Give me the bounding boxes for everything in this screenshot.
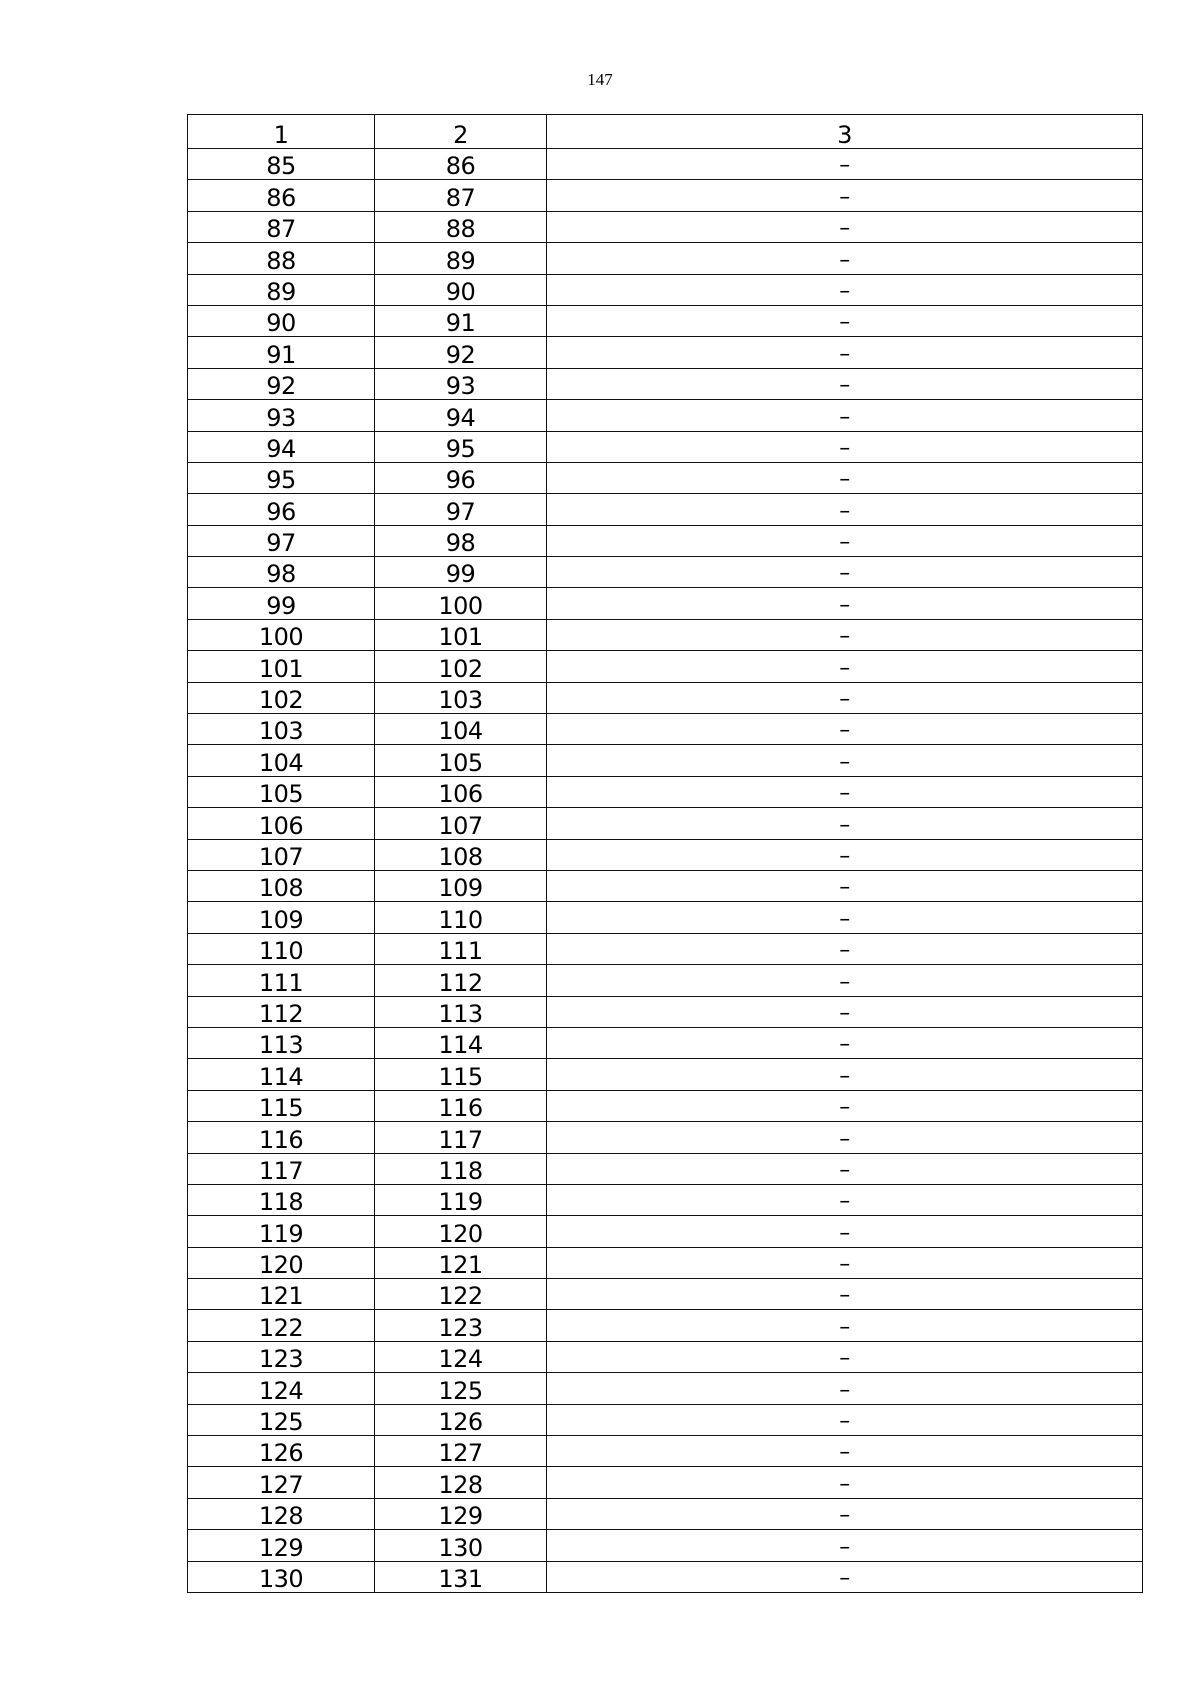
table-cell-col-1: 104 xyxy=(188,745,375,776)
header-row xyxy=(188,115,1143,149)
table-row xyxy=(188,902,1143,933)
table-cell-col-1: 93 xyxy=(188,400,375,431)
table-cell-col-1: 111 xyxy=(188,965,375,996)
table-cell-col-3: – xyxy=(547,808,1143,839)
table-cell-col-1: 115 xyxy=(188,1090,375,1121)
table-cell-col-3: – xyxy=(547,1059,1143,1090)
table-row xyxy=(188,1341,1143,1372)
table-cell-col-3: – xyxy=(547,400,1143,431)
table-cell-col-2: 99 xyxy=(375,557,547,588)
table-cell-col-3: – xyxy=(547,1341,1143,1372)
table-cell-col-1: 112 xyxy=(188,996,375,1027)
table-cell-col-1: 119 xyxy=(188,1216,375,1247)
table-row xyxy=(188,1310,1143,1341)
table-row xyxy=(188,211,1143,242)
table-cell-col-3: – xyxy=(547,1027,1143,1058)
table-row xyxy=(188,839,1143,870)
table-row xyxy=(188,149,1143,180)
table-cell-col-3: – xyxy=(547,776,1143,807)
table-header xyxy=(188,115,1143,149)
table-cell-col-3: – xyxy=(547,243,1143,274)
table-row xyxy=(188,462,1143,493)
table-cell-col-2: 118 xyxy=(375,1153,547,1184)
table-cell-col-1: 129 xyxy=(188,1530,375,1561)
table-cell-col-2: 128 xyxy=(375,1467,547,1498)
page-number: 147 xyxy=(587,70,613,89)
table-cell-col-3: – xyxy=(547,933,1143,964)
table-cell-col-1: 109 xyxy=(188,902,375,933)
table-cell-col-2: 86 xyxy=(375,149,547,180)
table-row xyxy=(188,682,1143,713)
table-row xyxy=(188,431,1143,462)
table-cell-col-1: 86 xyxy=(188,180,375,211)
table-cell-col-2: 87 xyxy=(375,180,547,211)
table-cell-col-3: – xyxy=(547,870,1143,901)
table-cell-col-1: 118 xyxy=(188,1184,375,1215)
table-cell-col-1: 114 xyxy=(188,1059,375,1090)
table-cell-col-2: 107 xyxy=(375,808,547,839)
table-cell-col-3: – xyxy=(547,1467,1143,1498)
table-cell-col-1: 90 xyxy=(188,305,375,336)
table-cell-col-2: 131 xyxy=(375,1561,547,1592)
table-row xyxy=(188,1373,1143,1404)
table-cell-col-3: – xyxy=(547,714,1143,745)
table-cell-col-1: 125 xyxy=(188,1404,375,1435)
table-cell-col-3: – xyxy=(547,1404,1143,1435)
table-cell-col-3: – xyxy=(547,839,1143,870)
table-cell-col-3: – xyxy=(547,1122,1143,1153)
column-header-3: 3 xyxy=(547,115,1143,149)
table-row xyxy=(188,180,1143,211)
table-cell-col-2: 119 xyxy=(375,1184,547,1215)
table-cell-col-3: – xyxy=(547,902,1143,933)
table-cell-col-2: 105 xyxy=(375,745,547,776)
table-cell-col-1: 123 xyxy=(188,1341,375,1372)
table-cell-col-3: – xyxy=(547,1561,1143,1592)
table-cell-col-1: 89 xyxy=(188,274,375,305)
table-cell-col-3: – xyxy=(547,1153,1143,1184)
table-cell-col-2: 109 xyxy=(375,870,547,901)
table-cell-col-1: 110 xyxy=(188,933,375,964)
table-cell-col-1: 117 xyxy=(188,1153,375,1184)
table-row xyxy=(188,557,1143,588)
table-cell-col-2: 104 xyxy=(375,714,547,745)
table-cell-col-1: 122 xyxy=(188,1310,375,1341)
table-cell-col-1: 85 xyxy=(188,149,375,180)
table-cell-col-2: 110 xyxy=(375,902,547,933)
table-cell-col-1: 95 xyxy=(188,462,375,493)
table-row xyxy=(188,1184,1143,1215)
table-cell-col-1: 88 xyxy=(188,243,375,274)
table-cell-col-3: – xyxy=(547,619,1143,650)
table-cell-col-3: – xyxy=(547,274,1143,305)
table-row xyxy=(188,1216,1143,1247)
table-cell-col-2: 115 xyxy=(375,1059,547,1090)
table-cell-col-3: – xyxy=(547,494,1143,525)
table-row xyxy=(188,714,1143,745)
table-row xyxy=(188,1279,1143,1310)
table-cell-col-3: – xyxy=(547,462,1143,493)
table-cell-col-2: 130 xyxy=(375,1530,547,1561)
table-cell-col-3: – xyxy=(547,745,1143,776)
column-header-2: 2 xyxy=(375,115,547,149)
table-cell-col-2: 92 xyxy=(375,337,547,368)
table-cell-col-1: 113 xyxy=(188,1027,375,1058)
table-cell-col-2: 111 xyxy=(375,933,547,964)
table-cell-col-1: 127 xyxy=(188,1467,375,1498)
table-cell-col-1: 126 xyxy=(188,1436,375,1467)
table-cell-col-2: 94 xyxy=(375,400,547,431)
table-row xyxy=(188,870,1143,901)
table-cell-col-3: – xyxy=(547,588,1143,619)
table-cell-col-2: 117 xyxy=(375,1122,547,1153)
table-cell-col-1: 92 xyxy=(188,368,375,399)
table-cell-col-3: – xyxy=(547,180,1143,211)
table-row xyxy=(188,1467,1143,1498)
table-cell-col-2: 112 xyxy=(375,965,547,996)
table-row xyxy=(188,1153,1143,1184)
table-cell-col-3: – xyxy=(547,557,1143,588)
table-cell-col-1: 121 xyxy=(188,1279,375,1310)
table-cell-col-3: – xyxy=(547,1184,1143,1215)
table-cell-col-3: – xyxy=(547,1530,1143,1561)
table-cell-col-2: 89 xyxy=(375,243,547,274)
table-cell-col-1: 106 xyxy=(188,808,375,839)
table-cell-col-3: – xyxy=(547,1279,1143,1310)
table-row xyxy=(188,1090,1143,1121)
table-cell-col-2: 125 xyxy=(375,1373,547,1404)
table-row xyxy=(188,965,1143,996)
table-cell-col-1: 96 xyxy=(188,494,375,525)
table-row xyxy=(188,337,1143,368)
table-cell-col-2: 103 xyxy=(375,682,547,713)
table-row xyxy=(188,1059,1143,1090)
table-cell-col-1: 108 xyxy=(188,870,375,901)
table-cell-col-3: – xyxy=(547,149,1143,180)
table-cell-col-3: – xyxy=(547,305,1143,336)
data-table xyxy=(187,114,1143,1593)
table-cell-col-3: – xyxy=(547,1216,1143,1247)
table-cell-col-2: 102 xyxy=(375,651,547,682)
table-cell-col-1: 97 xyxy=(188,525,375,556)
table-row xyxy=(188,525,1143,556)
table-cell-col-2: 116 xyxy=(375,1090,547,1121)
table-row xyxy=(188,651,1143,682)
table-row xyxy=(188,996,1143,1027)
table-cell-col-1: 91 xyxy=(188,337,375,368)
table-cell-col-1: 130 xyxy=(188,1561,375,1592)
table-row xyxy=(188,305,1143,336)
table-cell-col-3: – xyxy=(547,1247,1143,1278)
table-row xyxy=(188,243,1143,274)
table-cell-col-3: – xyxy=(547,431,1143,462)
table-cell-col-2: 88 xyxy=(375,211,547,242)
table-row xyxy=(188,1404,1143,1435)
table-row xyxy=(188,1436,1143,1467)
table-cell-col-3: – xyxy=(547,211,1143,242)
table-body xyxy=(188,149,1143,1593)
table-cell-col-1: 98 xyxy=(188,557,375,588)
table-cell-col-2: 101 xyxy=(375,619,547,650)
table-cell-col-1: 124 xyxy=(188,1373,375,1404)
table-cell-col-2: 97 xyxy=(375,494,547,525)
table-row xyxy=(188,808,1143,839)
table-cell-col-2: 121 xyxy=(375,1247,547,1278)
table-cell-col-3: – xyxy=(547,368,1143,399)
table-cell-col-2: 91 xyxy=(375,305,547,336)
table-row xyxy=(188,368,1143,399)
table-row xyxy=(188,588,1143,619)
table-cell-col-1: 100 xyxy=(188,619,375,650)
table-row xyxy=(188,274,1143,305)
table-cell-col-1: 99 xyxy=(188,588,375,619)
table-cell-col-1: 120 xyxy=(188,1247,375,1278)
table-cell-col-2: 114 xyxy=(375,1027,547,1058)
column-header-1: 1 xyxy=(188,115,375,149)
table-cell-col-1: 128 xyxy=(188,1498,375,1529)
table-cell-col-2: 106 xyxy=(375,776,547,807)
table-cell-col-2: 129 xyxy=(375,1498,547,1529)
table-cell-col-2: 127 xyxy=(375,1436,547,1467)
table-cell-col-2: 122 xyxy=(375,1279,547,1310)
table-cell-col-1: 103 xyxy=(188,714,375,745)
table-cell-col-1: 94 xyxy=(188,431,375,462)
table-cell-col-2: 108 xyxy=(375,839,547,870)
table-cell-col-1: 102 xyxy=(188,682,375,713)
table-cell-col-2: 100 xyxy=(375,588,547,619)
table-cell-col-3: – xyxy=(547,1436,1143,1467)
table-cell-col-3: – xyxy=(547,525,1143,556)
table-row xyxy=(188,400,1143,431)
table-cell-col-1: 116 xyxy=(188,1122,375,1153)
table-cell-col-2: 126 xyxy=(375,1404,547,1435)
table-cell-col-2: 95 xyxy=(375,431,547,462)
table-cell-col-3: – xyxy=(547,1498,1143,1529)
table-row xyxy=(188,1498,1143,1529)
table-cell-col-3: – xyxy=(547,1310,1143,1341)
table-cell-col-1: 87 xyxy=(188,211,375,242)
table-row xyxy=(188,494,1143,525)
table-cell-col-2: 98 xyxy=(375,525,547,556)
table-cell-col-2: 93 xyxy=(375,368,547,399)
table-cell-col-3: – xyxy=(547,1090,1143,1121)
table-cell-col-2: 96 xyxy=(375,462,547,493)
table-cell-col-3: – xyxy=(547,996,1143,1027)
table-cell-col-1: 101 xyxy=(188,651,375,682)
table-row xyxy=(188,619,1143,650)
table-cell-col-2: 113 xyxy=(375,996,547,1027)
table-cell-col-2: 90 xyxy=(375,274,547,305)
table-row xyxy=(188,1561,1143,1592)
table-cell-col-2: 124 xyxy=(375,1341,547,1372)
table-cell-col-3: – xyxy=(547,682,1143,713)
table-cell-col-2: 123 xyxy=(375,1310,547,1341)
table-row xyxy=(188,1122,1143,1153)
table-row xyxy=(188,776,1143,807)
table-cell-col-2: 120 xyxy=(375,1216,547,1247)
table-cell-col-1: 105 xyxy=(188,776,375,807)
table-cell-col-1: 107 xyxy=(188,839,375,870)
table-row xyxy=(188,1027,1143,1058)
table-cell-col-3: – xyxy=(547,337,1143,368)
table-cell-col-3: – xyxy=(547,965,1143,996)
table-row xyxy=(188,745,1143,776)
table-cell-col-3: – xyxy=(547,1373,1143,1404)
table-row xyxy=(188,933,1143,964)
table-row xyxy=(188,1247,1143,1278)
table-cell-col-3: – xyxy=(547,651,1143,682)
table-row xyxy=(188,1530,1143,1561)
